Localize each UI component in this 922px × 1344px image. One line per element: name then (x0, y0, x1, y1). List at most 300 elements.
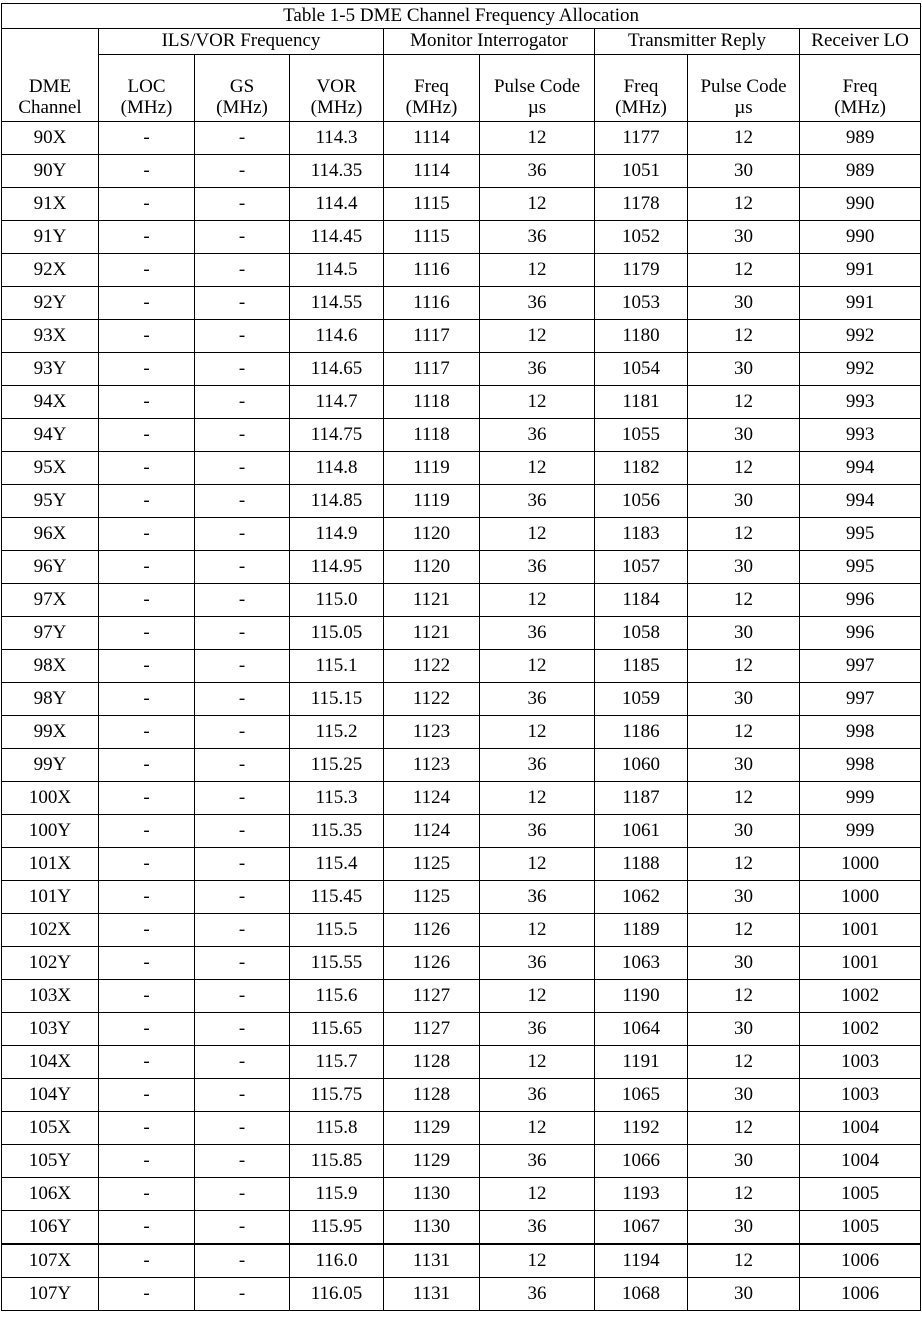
cell-gs: - (195, 617, 290, 650)
cell-dme-channel: 98Y (2, 683, 99, 716)
cell-transmitter-freq: 1178 (595, 188, 688, 221)
cell-vor: 114.4 (290, 188, 384, 221)
cell-gs: - (195, 320, 290, 353)
cell-gs: - (195, 1244, 290, 1278)
cell-transmitter-pulse-code: 30 (688, 1278, 800, 1311)
cell-transmitter-freq: 1185 (595, 650, 688, 683)
cell-vor: 115.35 (290, 815, 384, 848)
header-loc: LOC (MHz) (99, 55, 195, 122)
cell-transmitter-pulse-code: 30 (688, 881, 800, 914)
table-row (2, 1112, 921, 1145)
cell-transmitter-freq: 1058 (595, 617, 688, 650)
cell-transmitter-pulse-code: 30 (688, 749, 800, 782)
cell-receiver-freq: 1002 (800, 1013, 921, 1046)
cell-loc: - (99, 1278, 195, 1311)
cell-loc: - (99, 353, 195, 386)
cell-receiver-freq: 993 (800, 386, 921, 419)
cell-loc: - (99, 155, 195, 188)
cell-vor: 115.8 (290, 1112, 384, 1145)
cell-vor: 114.3 (290, 122, 384, 155)
cell-loc: - (99, 782, 195, 815)
cell-receiver-freq: 991 (800, 254, 921, 287)
cell-vor: 115.5 (290, 914, 384, 947)
table-row (2, 1211, 921, 1245)
cell-gs: - (195, 287, 290, 320)
table-row (2, 485, 921, 518)
cell-transmitter-freq: 1062 (595, 881, 688, 914)
cell-vor: 116.0 (290, 1244, 384, 1278)
cell-transmitter-freq: 1184 (595, 584, 688, 617)
cell-receiver-freq: 989 (800, 122, 921, 155)
cell-monitor-pulse-code: 36 (480, 287, 595, 320)
cell-dme-channel: 93Y (2, 353, 99, 386)
cell-transmitter-freq: 1066 (595, 1145, 688, 1178)
cell-monitor-pulse-code: 12 (480, 716, 595, 749)
cell-monitor-pulse-code: 12 (480, 518, 595, 551)
cell-monitor-pulse-code: 12 (480, 1112, 595, 1145)
cell-transmitter-pulse-code: 12 (688, 1178, 800, 1211)
cell-dme-channel: 102Y (2, 947, 99, 980)
table-row (2, 650, 921, 683)
cell-transmitter-pulse-code: 12 (688, 1046, 800, 1079)
cell-dme-channel: 101X (2, 848, 99, 881)
cell-transmitter-pulse-code: 30 (688, 1211, 800, 1245)
cell-gs: - (195, 848, 290, 881)
cell-gs: - (195, 749, 290, 782)
cell-loc: - (99, 287, 195, 320)
table-row (2, 221, 921, 254)
cell-monitor-pulse-code: 36 (480, 551, 595, 584)
cell-loc: - (99, 1178, 195, 1211)
cell-monitor-freq: 1128 (384, 1046, 480, 1079)
cell-vor: 115.7 (290, 1046, 384, 1079)
dme-frequency-table (1, 3, 921, 1311)
cell-gs: - (195, 122, 290, 155)
cell-monitor-pulse-code: 36 (480, 1013, 595, 1046)
cell-vor: 115.15 (290, 683, 384, 716)
group-receiver-lo: Receiver LO (800, 29, 921, 55)
cell-transmitter-freq: 1053 (595, 287, 688, 320)
cell-transmitter-pulse-code: 30 (688, 1079, 800, 1112)
cell-receiver-freq: 1005 (800, 1211, 921, 1245)
cell-dme-channel: 91X (2, 188, 99, 221)
cell-receiver-freq: 990 (800, 221, 921, 254)
cell-monitor-pulse-code: 12 (480, 320, 595, 353)
cell-loc: - (99, 1079, 195, 1112)
cell-vor: 114.55 (290, 287, 384, 320)
cell-receiver-freq: 992 (800, 320, 921, 353)
cell-monitor-pulse-code: 36 (480, 617, 595, 650)
cell-transmitter-freq: 1052 (595, 221, 688, 254)
cell-transmitter-freq: 1056 (595, 485, 688, 518)
cell-transmitter-pulse-code: 12 (688, 716, 800, 749)
cell-transmitter-freq: 1059 (595, 683, 688, 716)
cell-monitor-freq: 1116 (384, 254, 480, 287)
cell-dme-channel: 107Y (2, 1278, 99, 1311)
cell-transmitter-pulse-code: 12 (688, 254, 800, 287)
cell-receiver-freq: 994 (800, 452, 921, 485)
table-row (2, 848, 921, 881)
cell-monitor-freq: 1123 (384, 749, 480, 782)
cell-loc: - (99, 485, 195, 518)
cell-gs: - (195, 815, 290, 848)
cell-receiver-freq: 1001 (800, 947, 921, 980)
cell-vor: 115.85 (290, 1145, 384, 1178)
table-row (2, 1244, 921, 1278)
table-row (2, 584, 921, 617)
cell-dme-channel: 106X (2, 1178, 99, 1211)
cell-gs: - (195, 947, 290, 980)
cell-monitor-freq: 1117 (384, 353, 480, 386)
cell-gs: - (195, 1278, 290, 1311)
cell-vor: 116.05 (290, 1278, 384, 1311)
cell-receiver-freq: 995 (800, 551, 921, 584)
group-monitor-interrogator: Monitor Interrogator (384, 29, 595, 55)
cell-dme-channel: 95X (2, 452, 99, 485)
cell-monitor-freq: 1122 (384, 683, 480, 716)
cell-receiver-freq: 994 (800, 485, 921, 518)
cell-monitor-pulse-code: 12 (480, 1046, 595, 1079)
cell-transmitter-pulse-code: 12 (688, 782, 800, 815)
cell-dme-channel: 101Y (2, 881, 99, 914)
cell-transmitter-freq: 1063 (595, 947, 688, 980)
table-row (2, 320, 921, 353)
cell-monitor-freq: 1118 (384, 386, 480, 419)
cell-gs: - (195, 881, 290, 914)
cell-loc: - (99, 749, 195, 782)
cell-monitor-freq: 1116 (384, 287, 480, 320)
cell-loc: - (99, 650, 195, 683)
header-transmitter-freq: Freq (MHz) (595, 55, 688, 122)
header-monitor-freq: Freq (MHz) (384, 55, 480, 122)
cell-dme-channel: 100X (2, 782, 99, 815)
cell-gs: - (195, 980, 290, 1013)
cell-dme-channel: 96Y (2, 551, 99, 584)
table-row (2, 452, 921, 485)
cell-gs: - (195, 584, 290, 617)
cell-monitor-freq: 1122 (384, 650, 480, 683)
cell-monitor-freq: 1130 (384, 1178, 480, 1211)
cell-dme-channel: 92Y (2, 287, 99, 320)
cell-vor: 115.4 (290, 848, 384, 881)
cell-gs: - (195, 221, 290, 254)
cell-vor: 115.65 (290, 1013, 384, 1046)
table-row (2, 749, 921, 782)
cell-transmitter-freq: 1055 (595, 419, 688, 452)
cell-vor: 115.45 (290, 881, 384, 914)
cell-loc: - (99, 947, 195, 980)
table-row (2, 551, 921, 584)
cell-gs: - (195, 683, 290, 716)
cell-vor: 114.8 (290, 452, 384, 485)
cell-transmitter-freq: 1182 (595, 452, 688, 485)
cell-gs: - (195, 551, 290, 584)
cell-transmitter-pulse-code: 12 (688, 320, 800, 353)
cell-vor: 114.85 (290, 485, 384, 518)
cell-dme-channel: 94X (2, 386, 99, 419)
cell-monitor-pulse-code: 12 (480, 1178, 595, 1211)
cell-receiver-freq: 1003 (800, 1079, 921, 1112)
cell-transmitter-freq: 1064 (595, 1013, 688, 1046)
cell-gs: - (195, 452, 290, 485)
cell-receiver-freq: 1006 (800, 1278, 921, 1311)
cell-transmitter-pulse-code: 12 (688, 122, 800, 155)
cell-monitor-freq: 1127 (384, 980, 480, 1013)
table-row (2, 518, 921, 551)
table-row (2, 188, 921, 221)
table-row (2, 353, 921, 386)
cell-transmitter-freq: 1194 (595, 1244, 688, 1278)
cell-transmitter-pulse-code: 30 (688, 617, 800, 650)
cell-monitor-pulse-code: 36 (480, 683, 595, 716)
cell-transmitter-pulse-code: 30 (688, 419, 800, 452)
cell-transmitter-pulse-code: 30 (688, 287, 800, 320)
table-row (2, 287, 921, 320)
cell-loc: - (99, 881, 195, 914)
cell-loc: - (99, 452, 195, 485)
cell-vor: 115.9 (290, 1178, 384, 1211)
table-title: Table 1-5 DME Channel Frequency Allocation (2, 4, 921, 29)
cell-receiver-freq: 999 (800, 815, 921, 848)
cell-receiver-freq: 1004 (800, 1112, 921, 1145)
cell-dme-channel: 94Y (2, 419, 99, 452)
cell-dme-channel: 95Y (2, 485, 99, 518)
cell-transmitter-pulse-code: 12 (688, 386, 800, 419)
cell-transmitter-freq: 1060 (595, 749, 688, 782)
cell-monitor-pulse-code: 36 (480, 749, 595, 782)
cell-transmitter-freq: 1180 (595, 320, 688, 353)
cell-loc: - (99, 683, 195, 716)
cell-monitor-freq: 1123 (384, 716, 480, 749)
cell-monitor-freq: 1117 (384, 320, 480, 353)
cell-transmitter-pulse-code: 12 (688, 584, 800, 617)
cell-receiver-freq: 998 (800, 749, 921, 782)
cell-receiver-freq: 1006 (800, 1244, 921, 1278)
cell-monitor-pulse-code: 36 (480, 221, 595, 254)
table-body (2, 122, 921, 1311)
cell-vor: 114.35 (290, 155, 384, 188)
cell-monitor-freq: 1120 (384, 518, 480, 551)
table-row (2, 683, 921, 716)
cell-receiver-freq: 1000 (800, 881, 921, 914)
cell-monitor-freq: 1114 (384, 155, 480, 188)
cell-monitor-freq: 1129 (384, 1112, 480, 1145)
cell-transmitter-freq: 1177 (595, 122, 688, 155)
cell-monitor-freq: 1129 (384, 1145, 480, 1178)
cell-monitor-freq: 1128 (384, 1079, 480, 1112)
cell-receiver-freq: 989 (800, 155, 921, 188)
table-row (2, 716, 921, 749)
cell-loc: - (99, 848, 195, 881)
cell-monitor-pulse-code: 36 (480, 1079, 595, 1112)
cell-receiver-freq: 990 (800, 188, 921, 221)
cell-dme-channel: 107X (2, 1244, 99, 1278)
cell-vor: 115.55 (290, 947, 384, 980)
table-row (2, 881, 921, 914)
table-row (2, 1145, 921, 1178)
cell-gs: - (195, 155, 290, 188)
cell-vor: 115.95 (290, 1211, 384, 1245)
cell-transmitter-pulse-code: 12 (688, 188, 800, 221)
cell-dme-channel: 104Y (2, 1079, 99, 1112)
cell-monitor-freq: 1119 (384, 452, 480, 485)
cell-vor: 114.9 (290, 518, 384, 551)
cell-transmitter-freq: 1054 (595, 353, 688, 386)
cell-monitor-pulse-code: 36 (480, 815, 595, 848)
cell-gs: - (195, 914, 290, 947)
cell-transmitter-pulse-code: 12 (688, 650, 800, 683)
cell-monitor-freq: 1126 (384, 947, 480, 980)
cell-transmitter-pulse-code: 30 (688, 947, 800, 980)
cell-monitor-freq: 1115 (384, 221, 480, 254)
cell-transmitter-freq: 1191 (595, 1046, 688, 1079)
cell-loc: - (99, 551, 195, 584)
cell-loc: - (99, 221, 195, 254)
cell-monitor-pulse-code: 36 (480, 1278, 595, 1311)
cell-transmitter-freq: 1068 (595, 1278, 688, 1311)
cell-monitor-pulse-code: 12 (480, 914, 595, 947)
cell-vor: 114.75 (290, 419, 384, 452)
cell-transmitter-pulse-code: 12 (688, 980, 800, 1013)
cell-dme-channel: 97X (2, 584, 99, 617)
cell-receiver-freq: 1004 (800, 1145, 921, 1178)
cell-vor: 115.25 (290, 749, 384, 782)
cell-vor: 115.6 (290, 980, 384, 1013)
cell-loc: - (99, 980, 195, 1013)
cell-transmitter-freq: 1061 (595, 815, 688, 848)
cell-dme-channel: 96X (2, 518, 99, 551)
cell-transmitter-pulse-code: 30 (688, 551, 800, 584)
cell-gs: - (195, 1013, 290, 1046)
cell-dme-channel: 103Y (2, 1013, 99, 1046)
cell-transmitter-freq: 1051 (595, 155, 688, 188)
cell-monitor-pulse-code: 12 (480, 848, 595, 881)
cell-monitor-freq: 1120 (384, 551, 480, 584)
cell-transmitter-freq: 1188 (595, 848, 688, 881)
cell-loc: - (99, 815, 195, 848)
cell-dme-channel: 104X (2, 1046, 99, 1079)
table-row (2, 1013, 921, 1046)
cell-receiver-freq: 995 (800, 518, 921, 551)
cell-transmitter-pulse-code: 30 (688, 353, 800, 386)
table-row (2, 815, 921, 848)
cell-vor: 114.45 (290, 221, 384, 254)
cell-monitor-freq: 1121 (384, 584, 480, 617)
cell-monitor-pulse-code: 12 (480, 386, 595, 419)
cell-monitor-pulse-code: 12 (480, 122, 595, 155)
cell-vor: 115.3 (290, 782, 384, 815)
cell-monitor-pulse-code: 12 (480, 254, 595, 287)
cell-receiver-freq: 993 (800, 419, 921, 452)
cell-dme-channel: 102X (2, 914, 99, 947)
cell-dme-channel: 100Y (2, 815, 99, 848)
cell-gs: - (195, 1178, 290, 1211)
cell-monitor-pulse-code: 12 (480, 782, 595, 815)
cell-loc: - (99, 254, 195, 287)
cell-transmitter-pulse-code: 12 (688, 1244, 800, 1278)
cell-loc: - (99, 584, 195, 617)
cell-monitor-pulse-code: 36 (480, 947, 595, 980)
cell-gs: - (195, 419, 290, 452)
cell-gs: - (195, 254, 290, 287)
cell-monitor-freq: 1115 (384, 188, 480, 221)
cell-transmitter-freq: 1183 (595, 518, 688, 551)
group-transmitter-reply: Transmitter Reply (595, 29, 800, 55)
cell-vor: 114.7 (290, 386, 384, 419)
header-vor: VOR (MHz) (290, 55, 384, 122)
cell-monitor-freq: 1125 (384, 881, 480, 914)
cell-transmitter-pulse-code: 12 (688, 1112, 800, 1145)
cell-gs: - (195, 1145, 290, 1178)
cell-receiver-freq: 1003 (800, 1046, 921, 1079)
cell-receiver-freq: 998 (800, 716, 921, 749)
cell-gs: - (195, 1211, 290, 1245)
cell-transmitter-pulse-code: 30 (688, 815, 800, 848)
group-ils-vor-frequency: ILS/VOR Frequency (99, 29, 384, 55)
header-gs: GS (MHz) (195, 55, 290, 122)
cell-receiver-freq: 992 (800, 353, 921, 386)
header-receiver-freq: Freq (MHz) (800, 55, 921, 122)
cell-dme-channel: 97Y (2, 617, 99, 650)
cell-vor: 114.5 (290, 254, 384, 287)
cell-loc: - (99, 1211, 195, 1245)
cell-dme-channel: 91Y (2, 221, 99, 254)
cell-transmitter-pulse-code: 30 (688, 485, 800, 518)
cell-monitor-pulse-code: 12 (480, 980, 595, 1013)
cell-loc: - (99, 716, 195, 749)
cell-receiver-freq: 997 (800, 650, 921, 683)
cell-transmitter-pulse-code: 30 (688, 155, 800, 188)
table-row (2, 1079, 921, 1112)
cell-gs: - (195, 485, 290, 518)
cell-dme-channel: 90Y (2, 155, 99, 188)
cell-transmitter-freq: 1057 (595, 551, 688, 584)
cell-vor: 115.1 (290, 650, 384, 683)
cell-monitor-pulse-code: 12 (480, 650, 595, 683)
cell-monitor-pulse-code: 12 (480, 452, 595, 485)
cell-transmitter-pulse-code: 12 (688, 914, 800, 947)
cell-transmitter-pulse-code: 12 (688, 848, 800, 881)
cell-transmitter-freq: 1187 (595, 782, 688, 815)
cell-dme-channel: 90X (2, 122, 99, 155)
header-transmitter-pulse-code: Pulse Code µs (688, 55, 800, 122)
table-row (2, 1046, 921, 1079)
cell-monitor-freq: 1131 (384, 1278, 480, 1311)
cell-transmitter-pulse-code: 12 (688, 518, 800, 551)
table-row (2, 914, 921, 947)
cell-monitor-freq: 1127 (384, 1013, 480, 1046)
cell-receiver-freq: 991 (800, 287, 921, 320)
cell-gs: - (195, 716, 290, 749)
cell-receiver-freq: 1001 (800, 914, 921, 947)
cell-transmitter-freq: 1189 (595, 914, 688, 947)
table-row (2, 947, 921, 980)
cell-transmitter-pulse-code: 30 (688, 221, 800, 254)
cell-loc: - (99, 1244, 195, 1278)
cell-monitor-freq: 1125 (384, 848, 480, 881)
cell-monitor-pulse-code: 12 (480, 188, 595, 221)
cell-monitor-freq: 1119 (384, 485, 480, 518)
cell-transmitter-pulse-code: 12 (688, 452, 800, 485)
cell-gs: - (195, 386, 290, 419)
cell-gs: - (195, 353, 290, 386)
cell-dme-channel: 105Y (2, 1145, 99, 1178)
cell-monitor-pulse-code: 36 (480, 155, 595, 188)
cell-vor: 115.2 (290, 716, 384, 749)
cell-monitor-pulse-code: 36 (480, 419, 595, 452)
cell-dme-channel: 99X (2, 716, 99, 749)
cell-monitor-freq: 1121 (384, 617, 480, 650)
